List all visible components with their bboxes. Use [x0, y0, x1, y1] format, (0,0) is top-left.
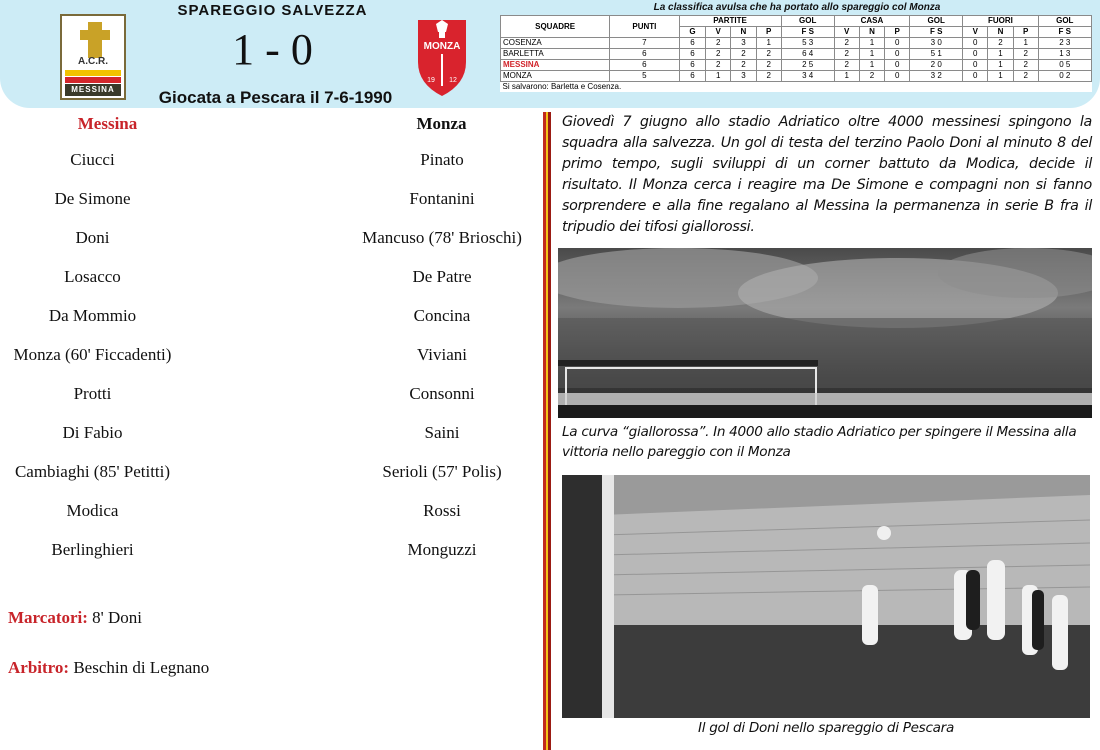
scorers-label: Marcatori:	[8, 608, 88, 627]
table-row: MONZA 5 6 1 3 2 3 4 1 2 0 3 2 0 1 2 0 2	[501, 71, 1092, 82]
away-player: Fontanini	[409, 189, 475, 208]
goal-action-photo	[562, 475, 1090, 718]
team-color-divider	[543, 112, 551, 750]
referee-label: Arbitro:	[8, 658, 70, 677]
home-player: Ciucci	[70, 150, 115, 169]
scorers-value: 8' Doni	[92, 608, 142, 627]
home-player: Berlinghieri	[51, 540, 134, 559]
goal-photo-caption: Il gol di Doni nello spareggio di Pescara	[697, 720, 954, 736]
match-score: 1 - 0	[232, 25, 313, 74]
standings-table: SQUADRE PUNTI PARTITE GOL CASA GOL FUORI GOL G V N P F S V N P F S V N P F S COSENZA 7 6 2 3 1 5 3 2 1 0 3 0 0 2 1 2 3 BARLETTA 6 6 2 2 2 6 4 2 1 0 5 1 0 1 2 1 3 MESSINA 6 6 2 2 2 2 5 2 1 0 2 0 0 1 2 0 5 MONZA 5 6 1 3 2 3 4 1 2 0 3 2 0 1 2 0 2 Si salvarono: Barletta e Cosenza.	[500, 15, 1092, 92]
crest-name-text: MESSINA	[65, 84, 121, 96]
standings-caption: La classifica avulsa che ha portato allo spareggio col Monza	[653, 2, 941, 13]
fans-photo-caption: La curva “giallorossa”. In 4000 allo stadio Adriatico per spingere il Messina alla vittoria nello pareggio con il Monza	[562, 424, 1077, 460]
scorers-line	[8, 608, 142, 628]
match-venue-date: Giocata a Pescara il 7-6-1990	[158, 88, 393, 107]
away-player: Saini	[424, 423, 460, 442]
home-team-heading: Messina	[77, 114, 138, 133]
home-player: Da Mommio	[48, 306, 137, 325]
table-row: COSENZA 7 6 2 3 1 5 3 2 1 0 3 0 0 2 1 2 3	[501, 38, 1092, 49]
away-player: Consonni	[409, 384, 475, 403]
match-report-text: Giovedì 7 giugno allo stadio Adriatico oltre 4000 messinesi spingono la squadra alla salvezza. Un gol di testa del terzino Paolo Doni al minuto 8 del primo tempo, sugli sviluppi di un corner battuto da Modica, decide il risultato. Il Monza cerca i reagire ma De Simone e compagni non si fanno sorprendere e alla fine regalano al Messina la permanenza in serie B fra il tripudio dei tifosi giallorossi.	[562, 114, 1092, 235]
home-player: Losacco	[64, 267, 121, 286]
away-player: De Patre	[412, 267, 472, 286]
away-player: Pinato	[420, 150, 464, 169]
home-player: Modica	[66, 501, 119, 520]
away-player: Serioli (57' Polis)	[382, 462, 502, 481]
col-squadre: SQUADRE	[501, 16, 610, 38]
referee-line	[8, 658, 209, 678]
cross-emblem	[88, 22, 102, 58]
standings-note: Si salvarono: Barletta e Cosenza.	[502, 82, 622, 91]
home-player: Di Fabio	[62, 423, 123, 442]
col-punti: PUNTI	[610, 16, 679, 38]
home-player: De Simone	[54, 189, 131, 208]
home-player: Doni	[75, 228, 110, 247]
home-player: Protti	[73, 384, 112, 403]
messina-crest-logo	[60, 14, 126, 100]
svg-text:19: 19	[427, 77, 435, 84]
away-player: Viviani	[417, 345, 467, 364]
match-title: SPAREGGIO SALVEZZA	[177, 2, 368, 19]
crest-acr-text: A.C.R.	[78, 56, 108, 67]
away-player: Rossi	[423, 501, 461, 520]
away-player: Monguzzi	[407, 540, 477, 559]
table-row: MESSINA 6 6 2 2 2 2 5 2 1 0 2 0 0 1 2 0 5	[501, 60, 1092, 71]
svg-text:12: 12	[449, 77, 457, 84]
away-player: Concina	[413, 306, 471, 325]
monza-crest-name: MONZA	[423, 41, 461, 52]
away-team-heading: Monza	[416, 114, 467, 133]
home-player: Cambiaghi (85' Petitti)	[14, 462, 171, 481]
monza-crest-logo	[414, 16, 470, 98]
home-player: Monza (60' Ficcadenti)	[13, 345, 172, 364]
table-row: BARLETTA 6 6 2 2 2 6 4 2 1 0 5 1 0 1 2 1 3	[501, 49, 1092, 60]
header-banner	[0, 0, 1100, 108]
fans-curve-photo	[558, 248, 1092, 418]
referee-value: Beschin di Legnano	[73, 658, 210, 677]
away-player: Mancuso (78' Brioschi)	[362, 228, 522, 247]
